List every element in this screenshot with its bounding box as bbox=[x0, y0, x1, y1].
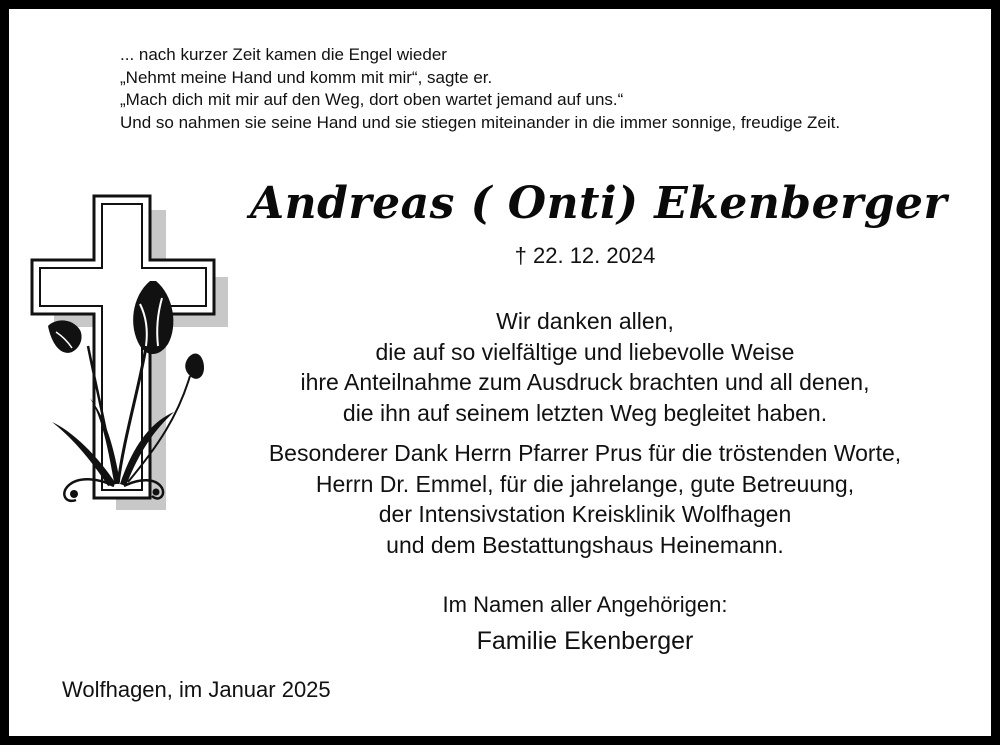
poem-line: „Mach dich mit mir auf den Weg, dort oben wartet jemand auf uns.“ bbox=[120, 90, 624, 109]
special-thanks-text bbox=[230, 438, 940, 560]
special-thanks-line: Besonderer Dank Herrn Pfarrer Prus für die tröstenden Worte, bbox=[268, 440, 902, 466]
thanks-line: ihre Anteilnahme zum Ausdruck brachten und all denen, bbox=[300, 369, 870, 395]
cross-with-tulips-icon bbox=[28, 186, 228, 516]
special-thanks-line: und dem Bestattungshaus Heinemann. bbox=[386, 531, 784, 558]
death-date: † 22. 12. 2024 bbox=[514, 243, 656, 268]
special-thanks-line: der Intensivstation Kreisklinik Wolfhagen bbox=[378, 501, 792, 527]
special-thanks-line: Herrn Dr. Emmel, für die jahrelange, gute Betreuung, bbox=[315, 470, 855, 497]
thanks-line: die ihn auf seinem letzten Weg begleitet haben. bbox=[342, 399, 828, 426]
thanks-line: Wir danken allen, bbox=[496, 308, 674, 334]
thanks-text bbox=[230, 306, 940, 428]
deceased-name: Andreas ( Onti) Ekenberger bbox=[250, 178, 948, 229]
poem-line: „Nehmt meine Hand und komm mit mir“, sagte er. bbox=[120, 67, 493, 87]
poem-line: Und so nahmen sie seine Hand und sie stiegen miteinander in die immer sonnige, freudige Zeit. bbox=[120, 112, 841, 132]
place-date: Wolfhagen, im Januar 2025 bbox=[62, 677, 331, 702]
signature-intro: Im Namen aller Angehörigen: bbox=[442, 592, 728, 617]
poem-line: ... nach kurzer Zeit kamen die Engel wieder bbox=[120, 45, 447, 64]
poem bbox=[120, 44, 980, 134]
thanks-line: die auf so vielfältige und liebevolle Weise bbox=[375, 338, 795, 365]
signature-family: Familie Ekenberger bbox=[476, 627, 694, 655]
